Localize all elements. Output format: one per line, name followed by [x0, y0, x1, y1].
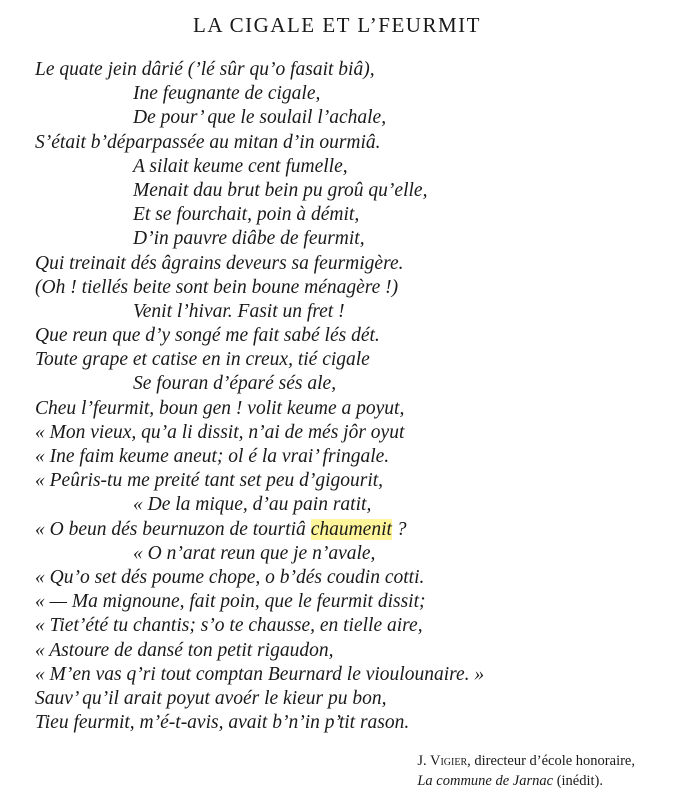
author-role: , directeur d’école honoraire, — [467, 753, 635, 769]
poem-line: « O n’arat reun que je n’avale, — [133, 542, 376, 564]
poem-line: Venit l’hivar. Fasit un fret ! — [133, 300, 345, 322]
signature-block — [417, 751, 635, 791]
source-work: La commune de Jarnac — [417, 773, 554, 789]
poem-line: « Tiet’été tu chantis; s’o te chausse, en tielle aire, — [35, 615, 423, 637]
author-name: J. Vigier — [417, 753, 468, 769]
poem-line: « Qu’o set dés poume chope, o b’dés coudin cotti. — [35, 566, 425, 588]
poem-line-highlighted — [0, 518, 674, 542]
poem-line: Et se fourchait, poin à démit, — [133, 204, 360, 226]
poem-title: LA CIGALE ET L’FEURMIT — [193, 13, 481, 37]
poem-line: Qui treinait dés âgrains deveurs sa feurmigère. — [35, 252, 404, 274]
poem-line: D’in pauvre diâbe de feurmit, — [133, 228, 365, 250]
poem-line: « M’en vas q’ri tout comptan Beurnard le vioulounaire. » — [35, 663, 485, 685]
poem-body — [0, 58, 674, 735]
source-note: (inédit). — [553, 773, 604, 789]
line-text-before: « O beun dés beurnuzon de tourtiâ — [35, 518, 311, 540]
poem-line: A silait keume cent fumelle, — [133, 155, 348, 177]
poem-line: Se fouran d’éparé sés ale, — [133, 373, 337, 395]
poem-line: Le quate jein dârié (’lé sûr qu’o fasait biâ), — [35, 59, 375, 80]
poem-line: Ine feugnante de cigale, — [133, 83, 321, 105]
poem-line: Menait dau brut bein pu groû qu’elle, — [133, 179, 428, 201]
signature-source-line — [417, 771, 635, 791]
poem-line: (Oh ! tiellés beite sont bein boune ménagère !) — [35, 276, 399, 298]
highlighted-word: chaumenit — [310, 518, 392, 540]
poem-line: Toute grape et catise en in creux, tié cigale — [35, 349, 370, 371]
signature-author-line — [417, 751, 635, 771]
poem-line: Cheu l’feurmit, boun gen ! volit keume a poyut, — [35, 397, 405, 419]
poem-line: « Astoure de dansé ton petit rigaudon, — [35, 639, 334, 661]
poem-line: « — Ma mignoune, fait poin, que le feurmit dissit; — [35, 591, 426, 613]
poem-line: Tieu feurmit, m’é-t-avis, avait b’n’in p’tit rason. — [35, 712, 410, 734]
poem-line: Que reun que d’y songé me fait sabé lés dét. — [35, 325, 380, 347]
poem-line: « Ine faim keume aneut; ol é la vrai’ fringale. — [35, 446, 390, 467]
poem-line: De pour’ que le soulail l’achale, — [133, 107, 387, 129]
poem-line: S’était b’déparpassée au mitan d’in ourmiâ. — [35, 131, 381, 153]
poem-line: « Peûris-tu me preité tant set peu d’gigourit, — [35, 470, 384, 492]
poem-line: Sauv’ qu’il arait poyut avoér le kieur pu bon, — [35, 687, 387, 709]
poem-line: « Mon vieux, qu’a li dissit, n’ai de més jôr oyut — [35, 421, 405, 443]
poem-line: « De la mique, d’au pain ratit, — [133, 494, 372, 516]
line-text-after: ? — [391, 518, 407, 540]
